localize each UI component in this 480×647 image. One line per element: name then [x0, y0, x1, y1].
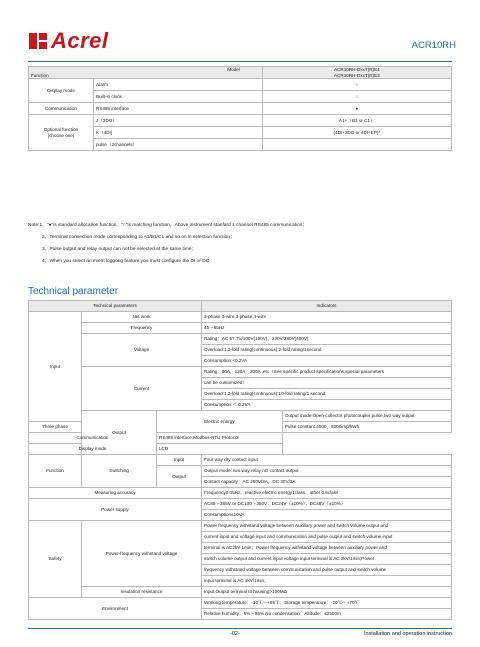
val-environment-2: Relative humidity：5%～95% No condensation；Altitude：≤2500m	[202, 609, 452, 620]
val-accuracy: Frequency0.05Hz、reactive electric energy1class、other 0.5class	[202, 488, 452, 499]
col-indicators: Indicators	[202, 301, 452, 312]
header-divider	[28, 61, 452, 62]
row-value	[262, 139, 451, 151]
val-withstand-4: switch volume output and current input voltage input terminal is AC 2kV/1min;Power	[202, 554, 452, 565]
param-energy: Electric energy	[157, 411, 283, 433]
brand-mark-icon	[28, 32, 48, 50]
row-item: Alarm	[94, 79, 263, 91]
val-voltage-2: Overload:1.2-fold rating(continuous);2-fold rating/1second	[202, 345, 452, 356]
param-switching: Switching	[82, 455, 157, 488]
row-item: pulse（2channels）	[94, 139, 263, 151]
row-value: ●	[262, 103, 451, 115]
param-communication: Communication	[29, 433, 157, 444]
note-2: 2、Terminal connection mode corresponding to A1/B1/C1 and so on in selection function；	[42, 235, 235, 240]
note-1: Note:1、"●"is standard allocation function，"○"is matching function，Above instrument stanfard 1 channel RS485 communication；	[28, 223, 308, 228]
brand-logo	[28, 28, 109, 54]
val-sw-input: Four way dry contact input	[202, 455, 452, 466]
page-number: -02-	[230, 631, 240, 637]
param-display: Display mode	[29, 444, 157, 455]
param-withstand: Power-frequency withstand voltage	[82, 521, 202, 587]
param-accuracy: Measuring accuracy	[29, 488, 202, 499]
val-power-1: AC85～265V or DC100～350V；DC24V（±10%）；DC48V（±10%）	[202, 499, 452, 510]
note-3: 3、Pulse output and relay output can not be selected at the same time;	[42, 247, 193, 252]
section-title: Technical parameter	[28, 286, 119, 297]
col-params: Technical parameters	[29, 301, 202, 312]
val-network: 3-phase 3-wire,3-phase 4-wire	[202, 312, 452, 323]
row-value: (4DI+2DO or 4DI+EP)*	[262, 127, 451, 139]
footer-divider	[28, 628, 452, 629]
param-power: Power supply	[29, 499, 202, 521]
val-power-2: Consumption≤10VA	[202, 510, 452, 521]
val-current-1: Rating：80A，120A，200A ,etc（See specific product specifications,special parameters	[202, 367, 452, 378]
row-item: Built-in clock	[94, 91, 263, 103]
val-withstand-1: Power frequency withstand voltage between Auxiliary power and switch volume output and	[202, 521, 452, 532]
note-4: 4、When you select an event loggong feature,you must configure the DI or DO	[42, 259, 210, 264]
val-withstand-3: terminal is AC2kV 1min；Power frequency withstand voltage between auxiliary power and	[202, 543, 452, 554]
col-function-label: Function	[31, 72, 49, 78]
param-sw-input: Input	[157, 455, 202, 466]
val-voltage-1: Rating：AC 57.7V/100V(100V)、220V/380V(400V)	[202, 334, 452, 345]
param-current: Current	[82, 367, 202, 411]
group-optional-line2: (choose one)	[47, 132, 75, 138]
cat-input: Input	[29, 312, 82, 422]
model-header	[262, 67, 451, 79]
footer-text: Installation and operation instruction	[363, 631, 452, 637]
val-withstand-6: input terminal is AC 1kV/1min；	[202, 576, 452, 587]
col-model-label: Model	[227, 67, 240, 73]
col-function-header	[29, 67, 263, 79]
row-value: ○	[262, 91, 451, 103]
cat-output: Output	[82, 411, 157, 455]
val-energy-2: Pulse constant:4000、8000imp/kWh	[282, 422, 451, 433]
val-voltage-3: Consumption:<0.2VA	[202, 356, 452, 367]
param-sw-output: Output	[157, 466, 202, 488]
val-three-phase: Three phase	[29, 422, 82, 433]
val-sw-output-2: Contact capacity：AC 250V/3A，DC 30V/3A	[202, 477, 452, 488]
val-withstand-2: current input and voltage input and communication and pulse output and switch volume input	[202, 532, 452, 543]
param-voltage: Voltage	[82, 334, 202, 367]
row-item: K（4DI)	[94, 127, 263, 139]
group-optional-line1: Optional function	[43, 127, 79, 133]
param-frequency: Frequency	[82, 323, 202, 334]
cat-function: Function	[29, 455, 82, 488]
val-current-2: can be customized）	[202, 378, 452, 389]
brand-name: Acrel	[51, 28, 109, 53]
val-withstand-5: frequency withstand voltage between communication and pulse output and switch volume	[202, 565, 452, 576]
model-code: ACR10RH	[411, 40, 456, 51]
param-insulation: Insulation resistance	[82, 587, 202, 598]
row-item: J（2DO）	[94, 115, 263, 127]
val-display: LCD	[157, 444, 283, 455]
val-energy-1: Output mode:Open-collector photocoupler pulse,two way output	[282, 411, 451, 422]
cat-safety: Safety	[29, 521, 82, 598]
row-value: ○	[262, 79, 451, 91]
row-item: RS485 interface	[94, 103, 263, 115]
param-environment: Environment	[29, 598, 202, 620]
val-frequency: 45～65Hz	[202, 323, 452, 334]
model-1: ACR10RH-DxxT(R)E4	[334, 67, 380, 73]
selection-table	[28, 66, 452, 151]
val-current-3: Overload:1.2-fold rating(continuous);10-fold rating/1 second	[202, 389, 452, 400]
val-environment-1: Working temperature：-10℃～+55℃；Storage temperature：-20℃～+70℃	[202, 598, 452, 609]
notes	[28, 220, 307, 268]
group-communication: Communication	[29, 103, 94, 115]
val-current-4: Consumption:＜ 0.2VA	[202, 400, 452, 411]
page-header	[0, 0, 480, 62]
row-value: A1+（B1 or C1）	[262, 115, 451, 127]
model-2: ACR10RH-DxxT(R)E3	[334, 72, 380, 78]
val-sw-output-1: Output mode: two way relay nO contact output	[202, 466, 452, 477]
group-display: Display mode	[29, 79, 94, 103]
group-optional	[29, 115, 94, 151]
val-insulation: Input,Output terminal to housing>100MΩ	[202, 587, 452, 598]
val-communication: RS485 interface,Modbus-RTU Protocol	[157, 433, 283, 444]
param-network: Net work	[82, 312, 202, 323]
tech-table	[28, 300, 452, 620]
